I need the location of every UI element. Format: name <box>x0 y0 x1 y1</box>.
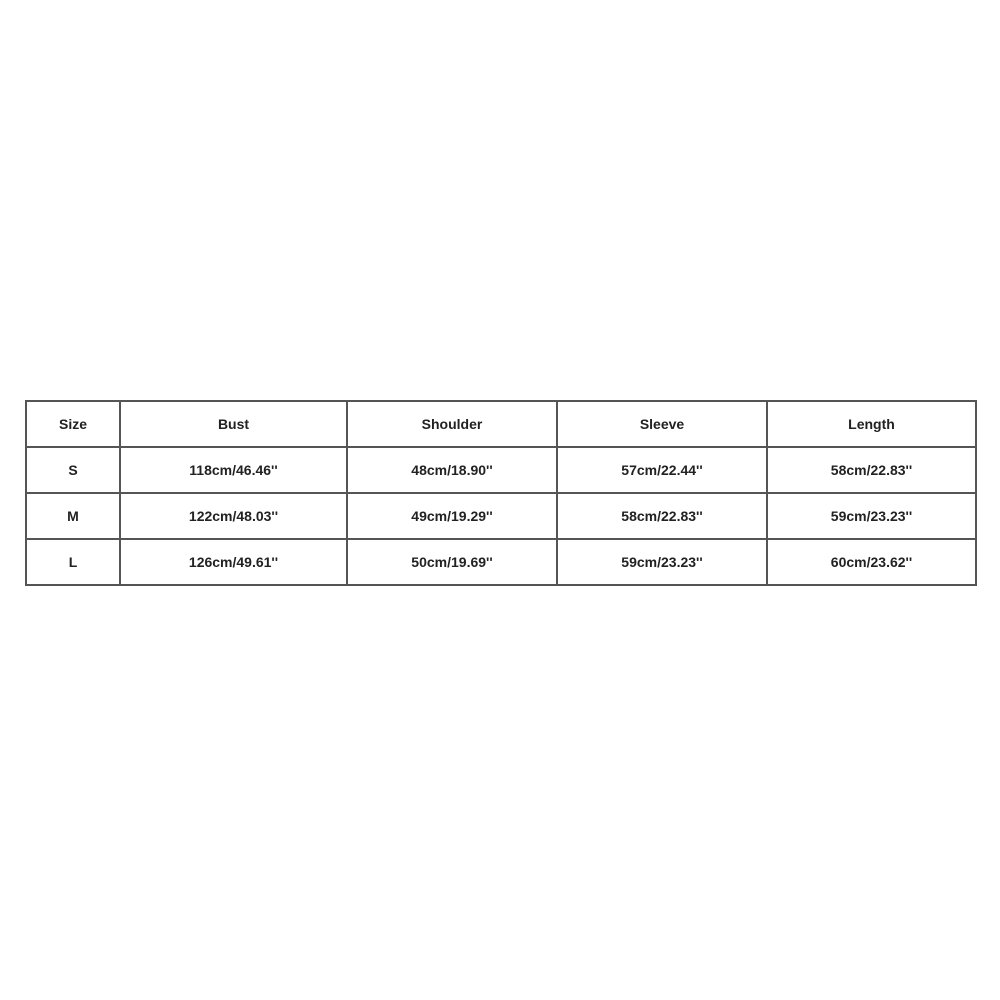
header-sleeve: Sleeve <box>557 401 767 447</box>
cell-length: 60cm/23.62'' <box>767 539 976 585</box>
header-shoulder: Shoulder <box>347 401 557 447</box>
header-bust: Bust <box>120 401 347 447</box>
cell-bust: 118cm/46.46'' <box>120 447 347 493</box>
cell-size: M <box>26 493 120 539</box>
table-row <box>26 447 976 493</box>
cell-sleeve: 58cm/22.83'' <box>557 493 767 539</box>
header-size: Size <box>26 401 120 447</box>
header-length: Length <box>767 401 976 447</box>
cell-shoulder: 49cm/19.29'' <box>347 493 557 539</box>
cell-shoulder: 50cm/19.69'' <box>347 539 557 585</box>
cell-length: 58cm/22.83'' <box>767 447 976 493</box>
table-row <box>26 539 976 585</box>
cell-bust: 126cm/49.61'' <box>120 539 347 585</box>
table-header-row <box>26 401 976 447</box>
cell-sleeve: 57cm/22.44'' <box>557 447 767 493</box>
cell-sleeve: 59cm/23.23'' <box>557 539 767 585</box>
cell-size: S <box>26 447 120 493</box>
cell-shoulder: 48cm/18.90'' <box>347 447 557 493</box>
cell-bust: 122cm/48.03'' <box>120 493 347 539</box>
cell-size: L <box>26 539 120 585</box>
cell-length: 59cm/23.23'' <box>767 493 976 539</box>
size-chart-table <box>25 400 977 586</box>
table-row <box>26 493 976 539</box>
